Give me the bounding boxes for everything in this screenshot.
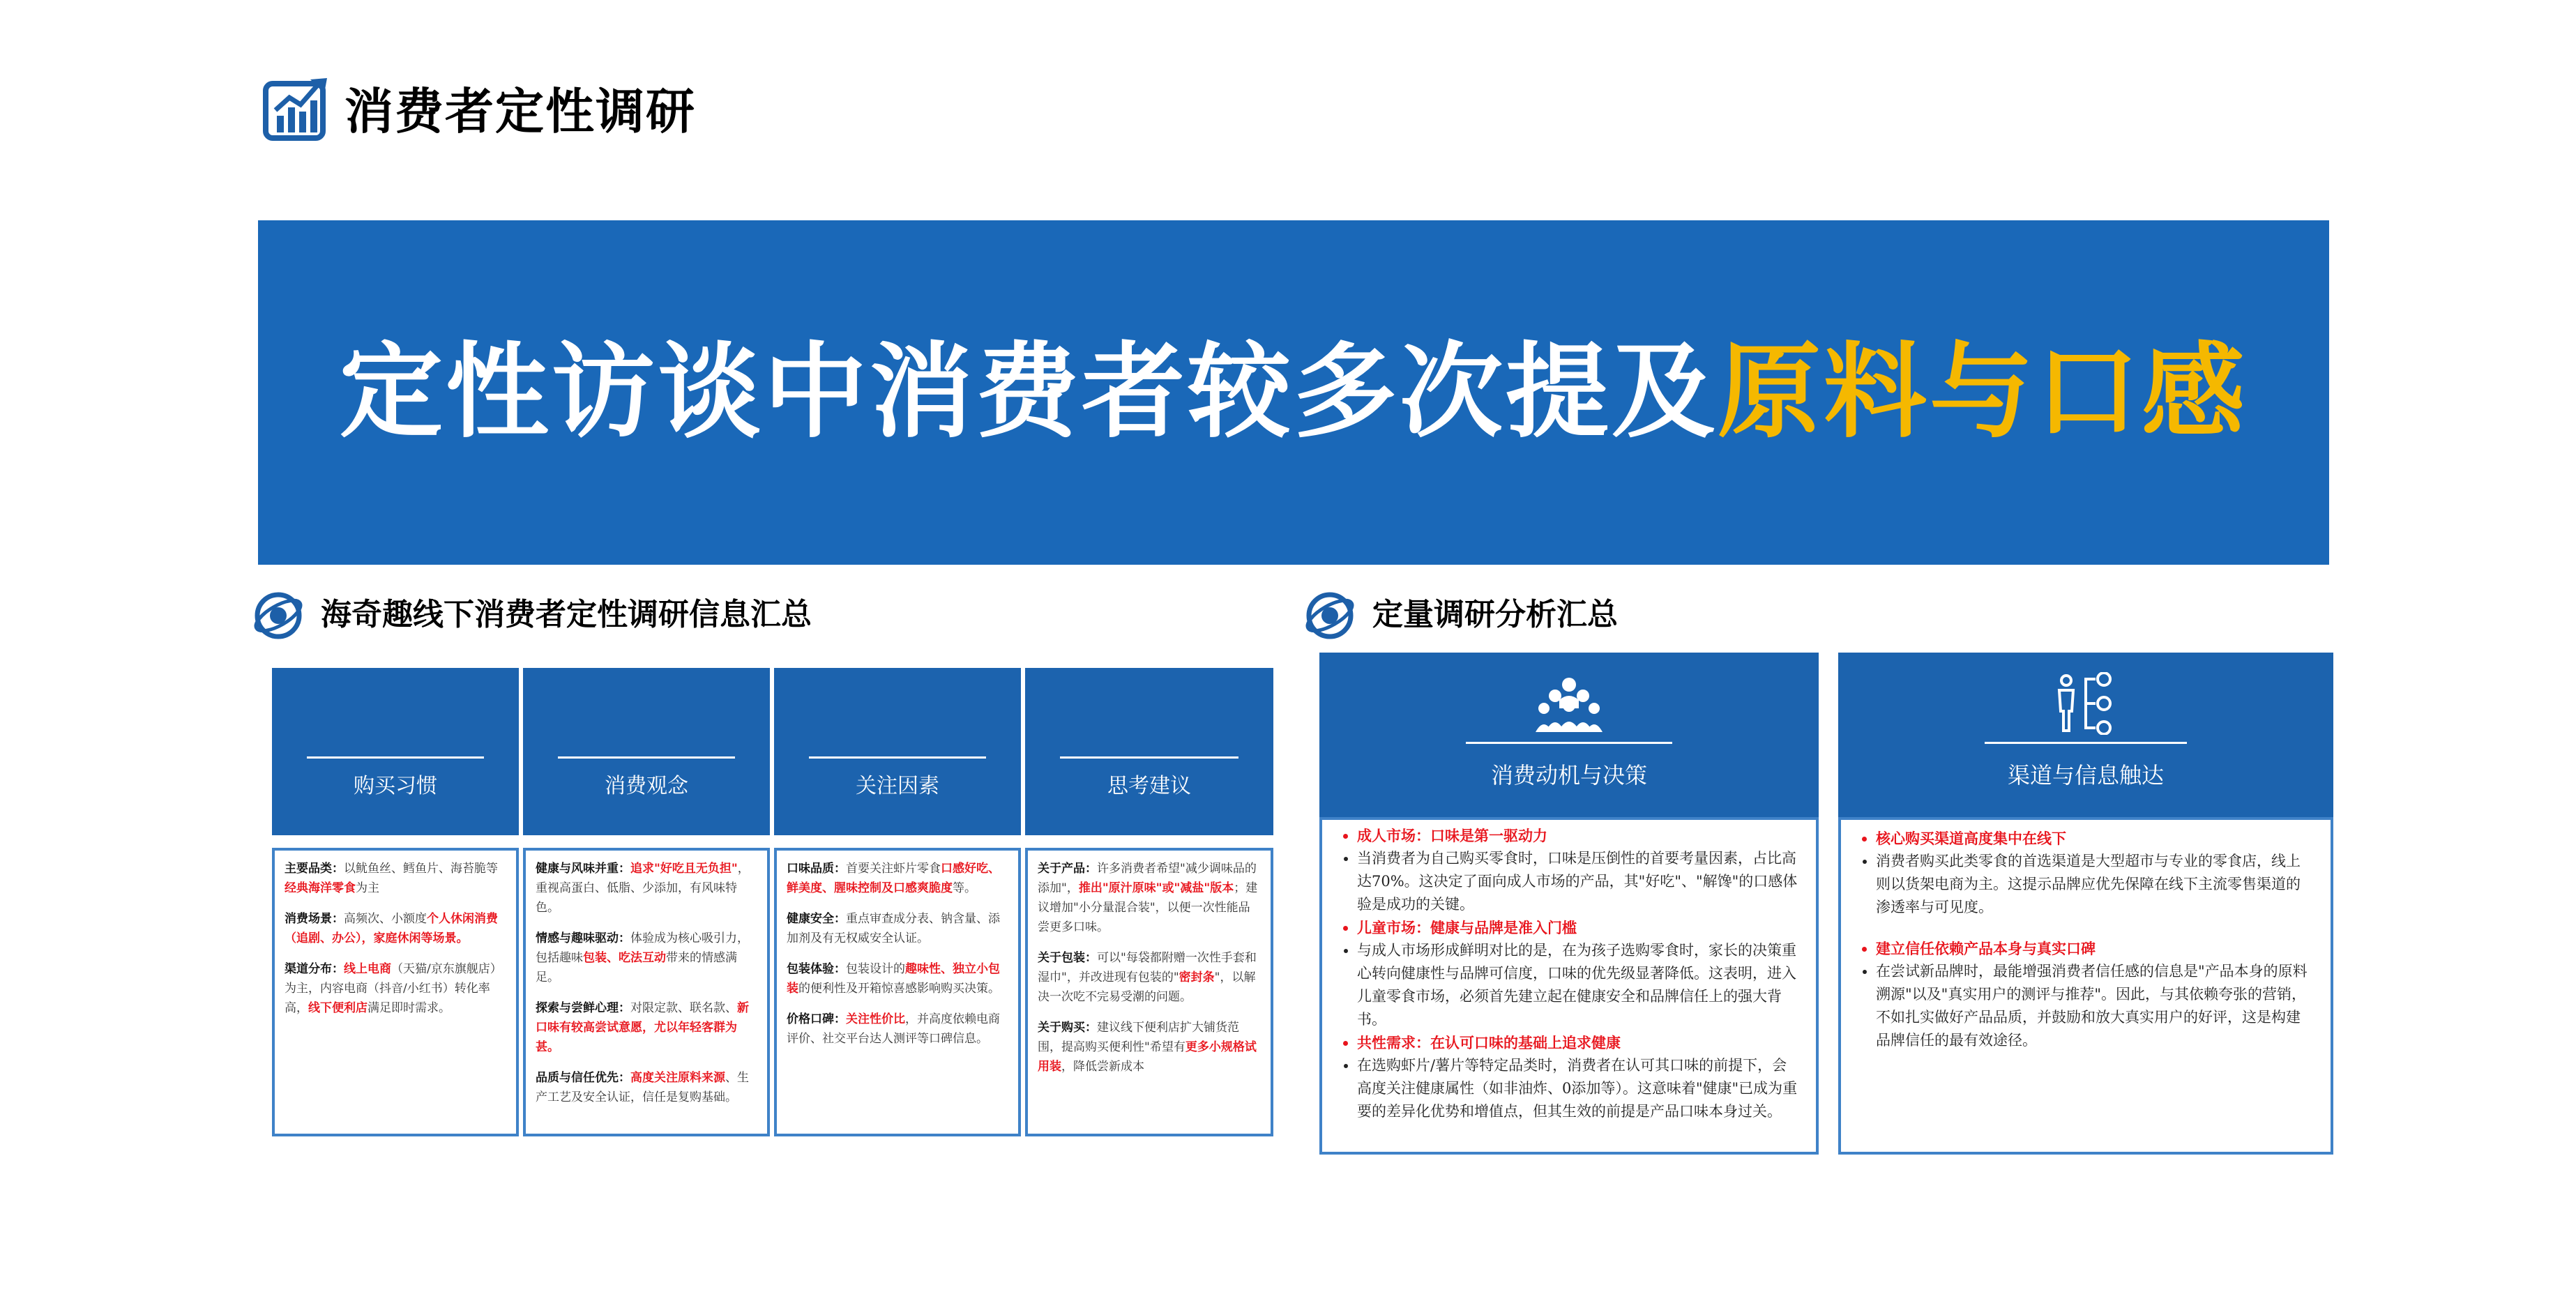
highlight-text: 密封条 [1179,970,1215,984]
text-paragraph [1038,1018,1261,1076]
card-header-label: 消费动机与决策 [1490,762,1647,789]
header-rule [809,756,986,759]
paragraph-text: 重点审查成分表、钠含量、添加剂及有无权威安全认证。 [787,912,1000,945]
paragraph-label: 关于包装： [1038,951,1097,965]
column-header-focus-factors [774,668,1021,835]
text-paragraph [787,1010,1008,1049]
paragraph-label: 关于产品： [1038,862,1097,876]
paragraph-label: 主要品类： [285,862,344,876]
highlight-text: 经典海洋零食 [285,881,356,895]
header-rule [1466,742,1672,744]
header-rule [307,756,484,759]
list-item: • 核心购买渠道高度集中在线下 [1876,827,2314,850]
highlight-text: 追求"好吃且无负担" [630,862,738,876]
report-chart-icon [262,75,330,142]
bullet-list [1858,827,2314,1052]
paragraph-text: 的便利性及开箱惊喜感影响购买决策。 [798,982,1000,996]
header-rule [1060,756,1238,759]
column-header-suggestions [1025,668,1273,835]
text-paragraph [536,929,757,987]
paragraph-text: 建议线下便利店扩大铺货范围，提高购买便利性"希望有 [1038,1021,1239,1054]
paragraph-text: 许多消费者希望"减少调味品的添加"， [1038,862,1257,895]
list-item: • 与成人市场形成鲜明对比的是，在为孩子选购零食时，家长的决策重心转向健康性与品牌可信度，口味的优先级显著降低。这表明，进入儿童零食市场，必须首先建立起在健康安全和品牌信任上的强大背书。 [1357,939,1799,1031]
text-paragraph [787,909,1008,948]
text-paragraph [536,1068,757,1107]
paragraph-label: 消费场景： [285,912,344,926]
list-spacer [1876,919,2314,937]
list-item: • 成人市场：口味是第一驱动力 [1357,824,1799,847]
highlight-text: 关注性价比 [846,1012,905,1026]
highlight-text: 个人休闲消费（追剧、办公），家庭休闲等场景。 [285,912,498,945]
highlight-text: 口感好吃、鲜美度、腥味控制及口感爽脆度 [787,862,1000,895]
paragraph-text: ，重视高蛋白、低脂、少添加，有风味特色。 [536,862,750,915]
paragraph-text: 高频次、小额度 [344,912,427,926]
text-paragraph [536,998,757,1057]
paragraph-text: 体验成为核心吸引力，包括趣味 [536,931,749,965]
list-item: • 消费者购买此类零食的首选渠道是大型超市与专业的零食店，线上则以货架电商为主。这提示品牌应优先保障在线下主流零售渠道的渗透率与可见度。 [1876,850,2314,919]
globe-logo-icon [251,590,305,641]
paragraph-text: 首要关注虾片零食 [846,862,941,876]
column-header-label: 消费观念 [605,774,688,798]
paragraph-text: 对限定款、联名款、 [630,1001,737,1015]
paragraph-text: ，降低尝新成本 [1061,1060,1144,1074]
text-paragraph [285,909,506,948]
paragraph-text: 带来的情感满足。 [536,951,737,984]
left-section-title: 海奇趣线下消费者定性调研信息汇总 [321,597,812,632]
paragraph-text: "，以解决一次吃不完易受潮的问题。 [1038,970,1256,1004]
paragraph-text: 等。 [953,881,976,895]
list-item: • 当消费者为自己购买零食时，口味是压倒性的首要考量因素，占比高达70%。这决定了面向成人市场的产品，其"好吃"、"解馋"的口感体验是成功的关键。 [1357,847,1799,916]
text-paragraph [787,859,1008,898]
column-header-label: 购买习惯 [354,774,437,798]
text-paragraph [1038,948,1261,1007]
highlight-text: 高度关注原料来源 [630,1071,725,1085]
paragraph-text: ，并高度依赖电商评价、社交平台达人测评等口碑信息。 [787,1012,1000,1046]
paragraph-text: 为主 [356,881,379,895]
paragraph-label: 渠道分布： [285,962,344,976]
card-body-channels [1838,817,2333,1155]
list-item: • 儿童市场：健康与品牌是准入门槛 [1357,916,1799,939]
highlight-text: 线下便利店 [308,1001,368,1015]
card-header-motivation [1319,653,1819,817]
paragraph-label: 口味品质： [787,862,846,876]
list-item: • 在尝试新品牌时，最能增强消费者信任感的信息是"产品本身的原料溯源"以及"真实用户的测评与推荐"。因此，与其依赖夸张的营销，不如扎实做好产品品质，并鼓励和放大真实用户的好评，这是构建品牌信任的最有效途径。 [1876,960,2314,1052]
paragraph-text: 以鱿鱼丝、鳕鱼片、海苔脆等 [344,862,498,876]
card-body-motivation [1319,817,1819,1155]
paragraph-label: 探索与尝鲜心理： [536,1001,630,1015]
text-paragraph [285,859,506,898]
column-body-purchase-habits [272,848,519,1136]
paragraph-text: （天猫/京东旗舰店）为主，内容电商（抖音/小红书）转化率高， [285,962,502,1015]
page-title: 消费者定性调研 [344,83,696,140]
paragraph-text: 、生产工艺及安全认证，信任是复购基础。 [536,1071,749,1104]
paragraph-text: 满足即时需求。 [368,1001,450,1015]
highlight-text: 新口味有较高尝试意愿，尤以年轻客群为甚。 [536,1001,749,1054]
banner-text-highlight: 原料与口感 [1718,332,2248,452]
paragraph-text: 包装设计的 [846,962,905,976]
text-paragraph [1038,859,1261,937]
column-body-focus-factors [774,848,1021,1136]
paragraph-text: ；建议增加"小分量混合装"，以便一次性能品尝更多口味。 [1038,881,1258,934]
column-header-label: 关注因素 [856,774,939,798]
paragraph-text: 可以"每袋都附赠一次性手套和湿巾"，并改进现有包装的" [1038,951,1257,984]
globe-logo-icon [1303,590,1357,641]
paragraph-label: 价格口碑： [787,1012,846,1026]
text-paragraph [787,959,1008,998]
banner-text-main: 定性访谈中消费者较多次提及 [340,332,1718,452]
column-body-consumer-concepts [523,848,770,1136]
bullet-list [1339,824,1799,1123]
highlight-text: 趣味性、独立小包装 [787,962,1000,996]
card-header-label: 渠道与信息触达 [2007,762,2164,789]
column-header-purchase-habits [272,668,519,835]
paragraph-label: 关于购买： [1038,1021,1097,1035]
highlight-text: 推出"原汁原味"或"减盐"版本 [1078,881,1234,895]
card-header-channels [1838,653,2333,817]
highlight-text: 更多小规格试用装 [1038,1040,1257,1074]
highlight-text: 线上电商 [344,962,391,976]
column-body-suggestions [1025,848,1273,1136]
paragraph-label: 健康与风味并重： [536,862,630,876]
text-paragraph [285,959,506,1018]
column-header-label: 思考建议 [1107,774,1191,798]
list-item: • 共性需求：在认可口味的基础上追求健康 [1357,1031,1799,1054]
column-header-consumer-concepts [523,668,770,835]
people-group-icon [1534,672,1604,735]
paragraph-label: 健康安全： [787,912,846,926]
paragraph-label: 品质与信任优先： [536,1071,630,1085]
header-rule [558,756,735,759]
paragraph-label: 包装体验： [787,962,846,976]
headline-banner [258,220,2329,565]
person-flowchart-icon [2051,672,2121,735]
banner-headline [258,332,2329,452]
paragraph-label: 情感与趣味驱动： [536,931,630,945]
list-item: • 在选购虾片/薯片等特定品类时，消费者在认可其口味的前提下，会高度关注健康属性（如非油炸、0添加等）。这意味着"健康"已成为重要的差异化优势和增值点，但其生效的前提是产品口味本身过关。 [1357,1054,1799,1123]
right-section-title: 定量调研分析汇总 [1372,597,1618,632]
text-paragraph [536,859,757,918]
list-item: • 建立信任依赖产品本身与真实口碑 [1876,937,2314,960]
header-rule [1985,742,2187,744]
highlight-text: 包装、吃法互动 [583,951,666,965]
